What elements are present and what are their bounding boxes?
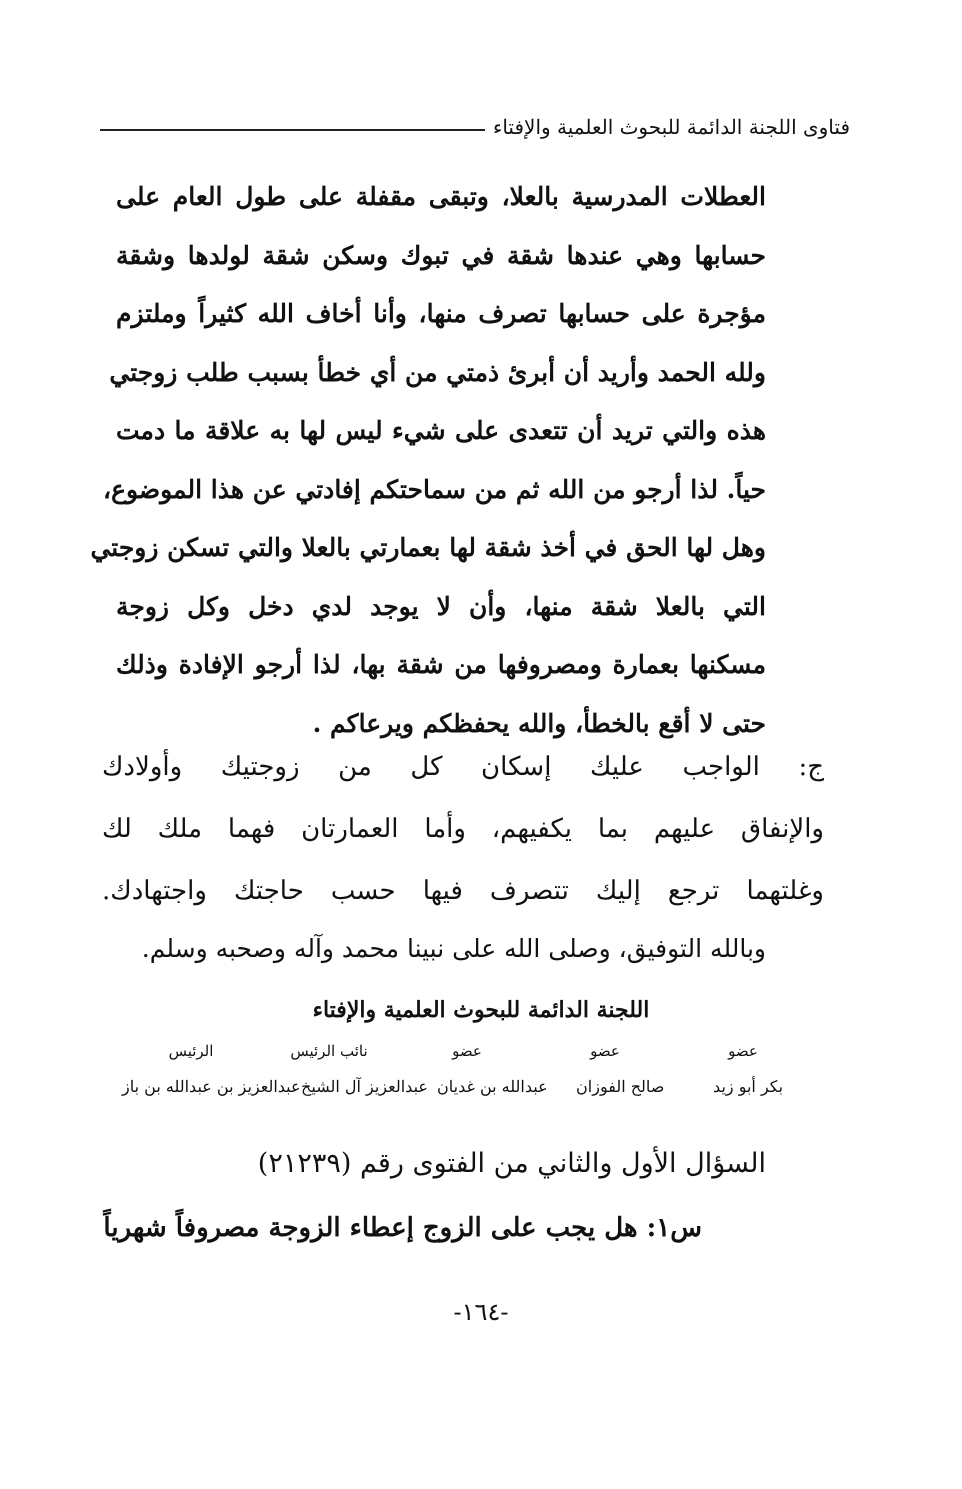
next-fatwa-heading: السؤال الأول والثاني من الفتوى رقم (٢١٢٣٩)	[257, 1148, 766, 1179]
question-line: العطلات المدرسية بالعلا، وتبقى مقفلة على طول العام على	[116, 182, 766, 211]
answer-line: والإنفاق عليهم بما يكفيهم، وأما العمارتان فهما ملك لك	[102, 814, 824, 844]
running-header	[100, 112, 850, 142]
question-text	[90, 168, 766, 753]
answer-line: وغلتهما ترجع إليك تتصرف فيها حسب حاجتك واجتهادك.	[102, 876, 824, 906]
role-label: عضو	[728, 1042, 758, 1060]
question-line: وهل لها الحق في أخذ شقة لها بعمارتي بالعلا والتي تسكن زوجتي	[90, 533, 766, 562]
committee-title: اللجنة الدائمة للبحوث العلمية والإفتاء	[312, 997, 650, 1023]
member-name: عبدالله بن غديان	[437, 1077, 548, 1096]
member-name: بكر أبو زيد	[713, 1077, 784, 1096]
question-line: ولله الحمد وأريد أن أبرئ ذمتي من أي خطأ بسبب طلب زوجتي	[109, 357, 766, 387]
member-name: عبدالعزيز بن عبدالله بن باز	[122, 1077, 301, 1096]
next-fatwa-question: س١: هل يجب على الزوج إعطاء الزوجة مصروفاً شهرياً	[103, 1213, 702, 1243]
question-line: حسابها وهي عندها شقة في تبوك وسكن شقة لولدها وشقة	[116, 240, 766, 270]
question-line: هذه والتي تريد أن تتعدى على شيء ليس لها به علاقة ما دمت	[116, 416, 766, 445]
header-rule	[100, 129, 485, 131]
member-name: صالح الفوزان	[576, 1077, 665, 1096]
answer-line: ج: الواجب عليك إسكان كل من زوجتيك وأولادك	[102, 752, 824, 782]
committee-names	[122, 1077, 812, 1096]
header-title: فتاوى اللجنة الدائمة للبحوث العلمية والإفتاء	[492, 115, 850, 139]
question-line: مؤجرة على حسابها تصرف منها، وأنا أخاف الله كثيراً وملتزم	[116, 299, 766, 328]
closing-formula: وبالله التوفيق، وصلى الله على نبينا محمد وآله وصحبه وسلم.	[141, 934, 766, 963]
question-line: التي بالعلا شقة منها، وأن لا يوجد لدي دخل وكل زوجة	[116, 591, 766, 621]
role-label: عضو	[590, 1042, 620, 1060]
page-number: -١٦٤-	[453, 1298, 509, 1326]
question-line: مسكنها بعمارة ومصروفها من شقة بها، لذا أرجو الإفادة وذلك	[116, 650, 766, 679]
role-label: نائب الرئيس	[290, 1042, 368, 1060]
role-label: الرئيس	[168, 1042, 214, 1060]
role-label: عضو	[452, 1042, 482, 1060]
question-line: حياً. لذا أرجو من الله ثم من سماحتكم إفادتي عن هذا الموضوع،	[103, 474, 766, 504]
question-line: حتى لا أقع بالخطأ، والله يحفظكم ويرعاكم .	[312, 708, 766, 738]
member-name: عبدالعزيز آل الشيخ	[301, 1077, 428, 1096]
committee-roles	[122, 1042, 812, 1060]
answer-text	[102, 736, 824, 922]
